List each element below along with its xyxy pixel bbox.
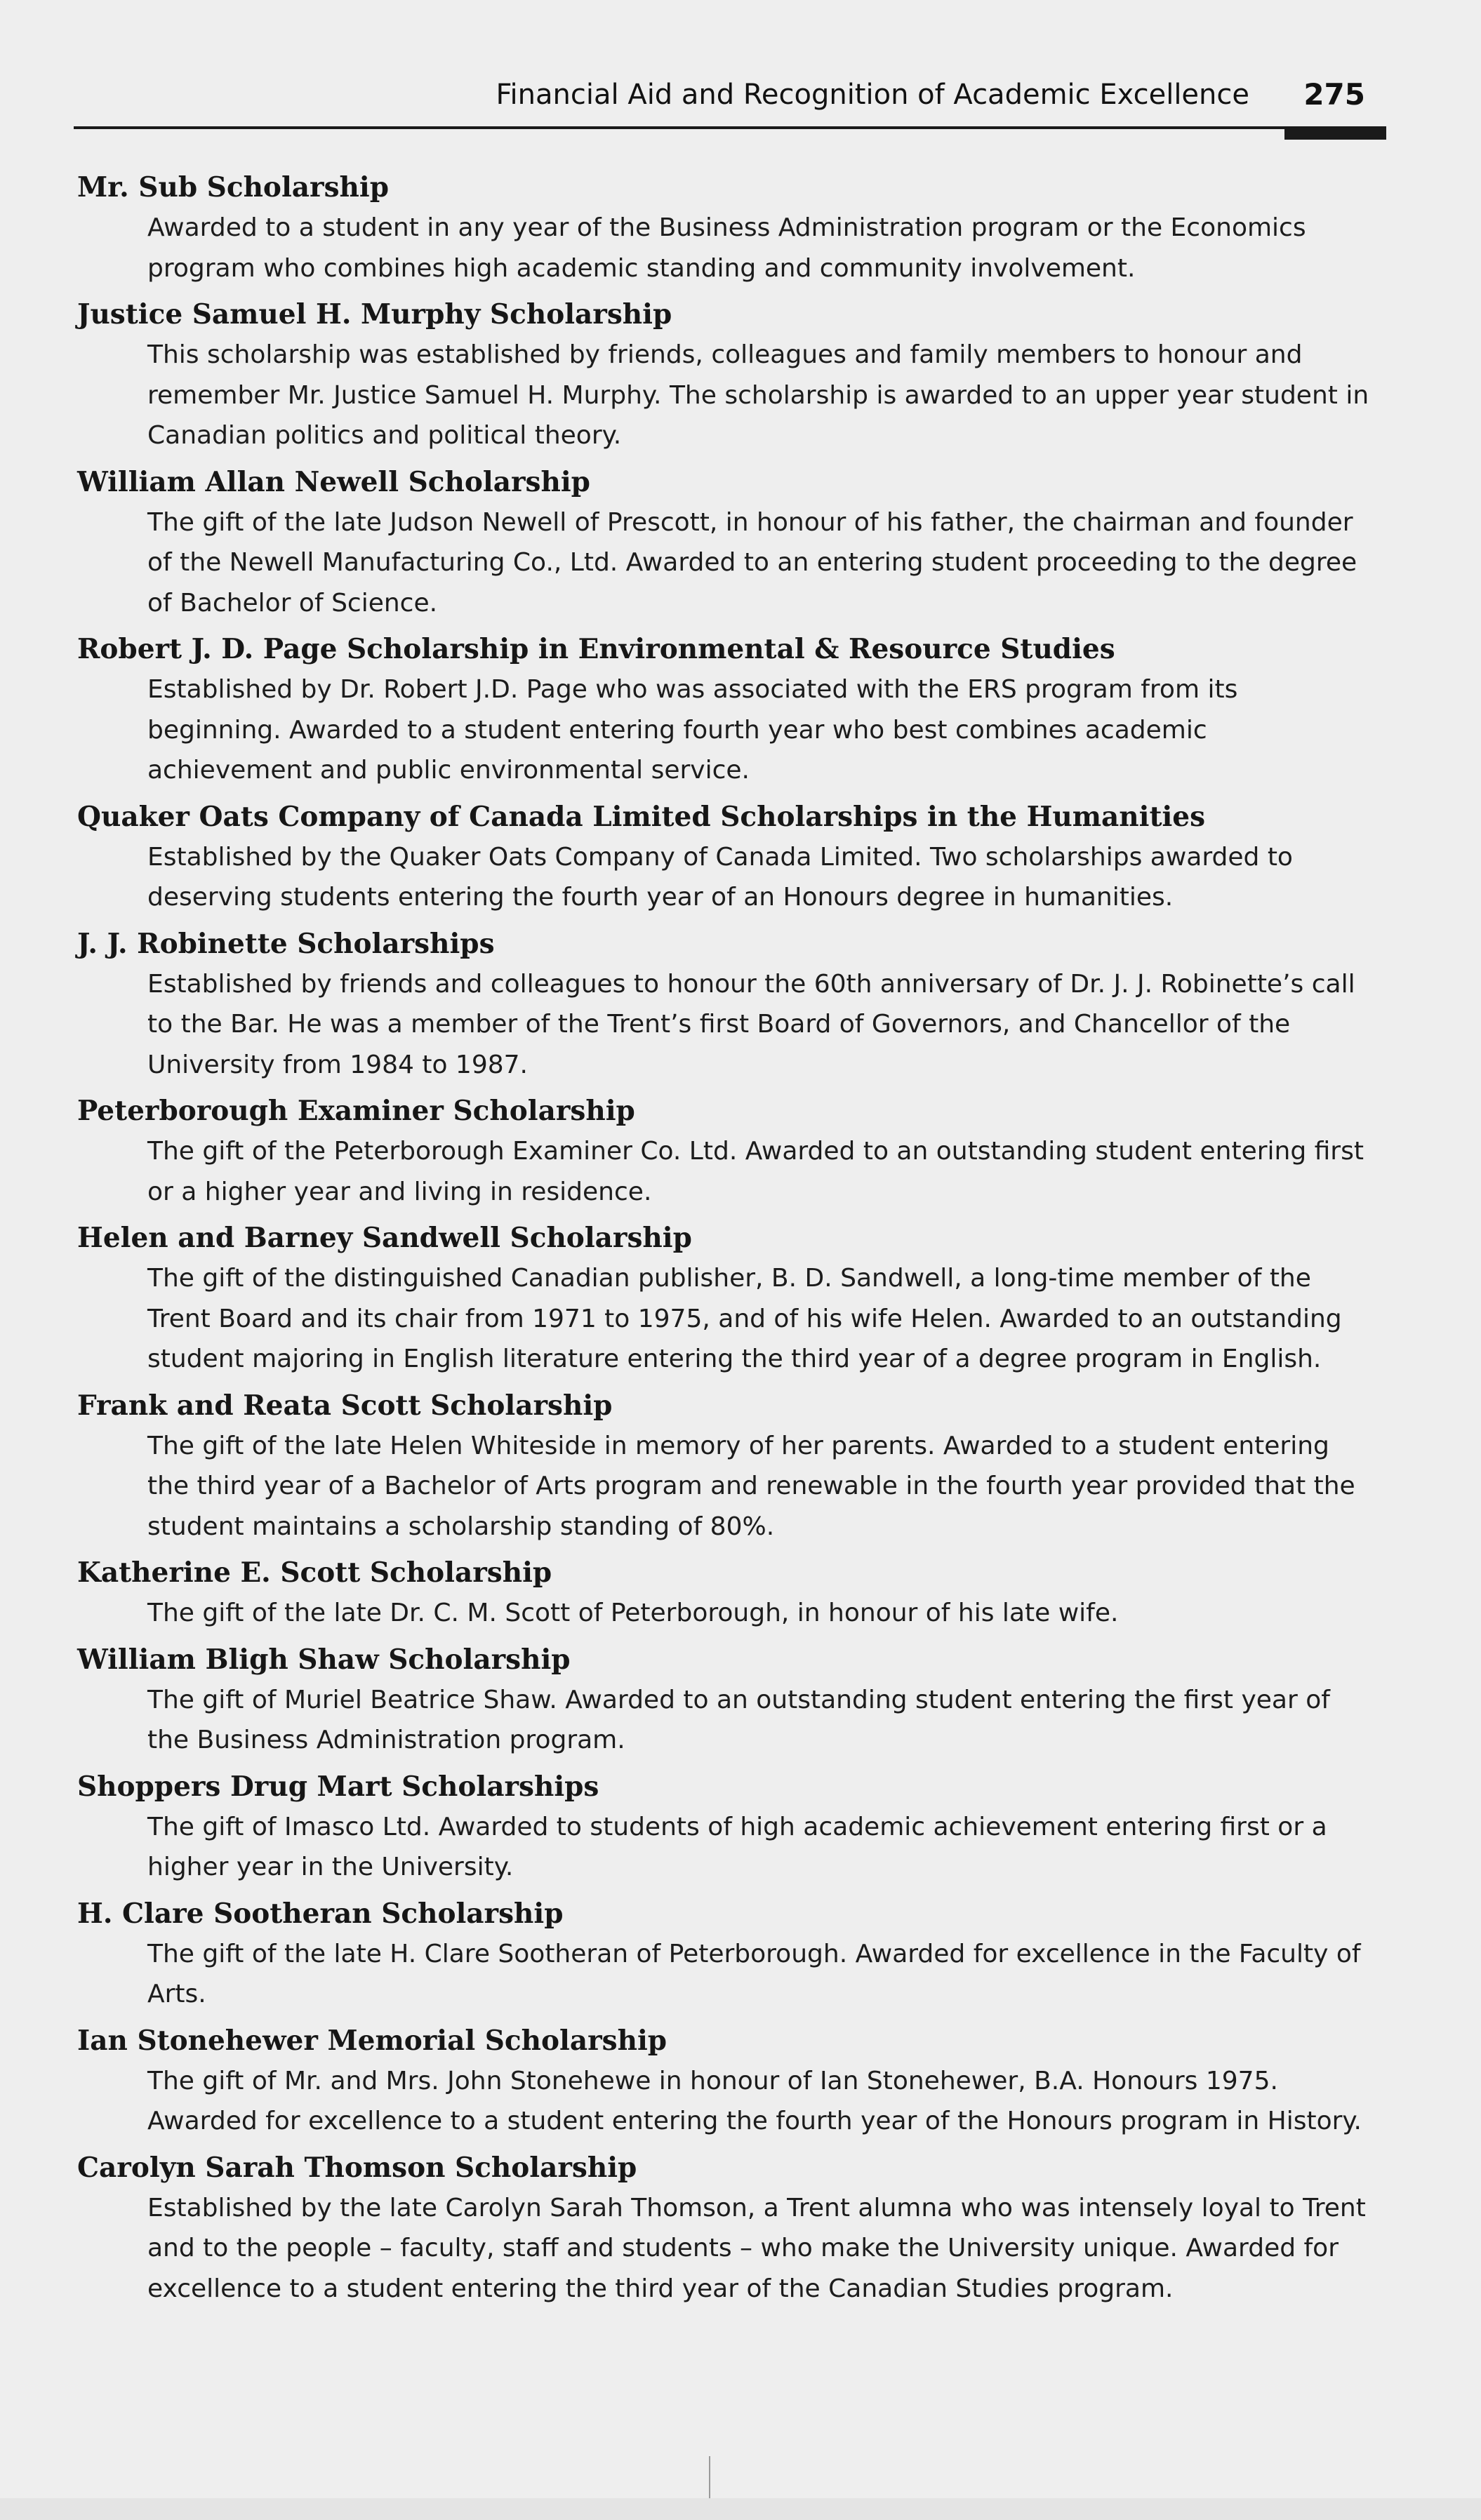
scholarship-title: J. J. Robinette Scholarships bbox=[77, 927, 495, 960]
scholarship-description: Awarded to a student in any year of the Business Administration program or the Economics program who combines high academic standing and community involvement. bbox=[147, 213, 1306, 283]
scholarship-description: The gift of the late H. Clare Sootheran of Peterborough. Awarded for excellence in the Faculty of Arts. bbox=[147, 1939, 1361, 2008]
scholarship-title: Carolyn Sarah Thomson Scholarship bbox=[77, 2151, 637, 2184]
scholarship-title: Robert J. D. Page Scholarship in Environmental & Resource Studies bbox=[77, 633, 1115, 665]
scholarship-title: William Allan Newell Scholarship bbox=[77, 465, 590, 498]
header-rule-accent bbox=[1284, 128, 1386, 140]
scholarship-entry bbox=[77, 629, 1390, 791]
scholarship-title: Quaker Oats Company of Canada Limited Scholarships in the Humanities bbox=[77, 800, 1206, 833]
scholarship-title: Justice Samuel H. Murphy Scholarship bbox=[77, 298, 672, 331]
scholarship-description: Established by the Quaker Oats Company of Canada Limited. Two scholarships awarded to deserving students entering the fourth year of an Honours degree in humanities. bbox=[147, 842, 1293, 912]
page-header bbox=[74, 70, 1386, 119]
scan-bottom-edge bbox=[0, 2498, 1481, 2520]
scholarship-title: William Bligh Shaw Scholarship bbox=[77, 1643, 571, 1676]
scholarship-title: Katherine E. Scott Scholarship bbox=[77, 1556, 552, 1589]
running-header-title: Financial Aid and Recognition of Academic Excellence bbox=[496, 79, 1249, 111]
scholarship-description: The gift of Muriel Beatrice Shaw. Awarded to an outstanding student entering the first year of the Business Administration program. bbox=[147, 1685, 1330, 1754]
scholarship-description: The gift of the distinguished Canadian publisher, B. D. Sandwell, a long-time member of the Trent Board and its chair from 1971 to 1975, and of his wife Helen. Awarded to an outstanding student majoring in English literature entering the third year of a degree program in English. bbox=[147, 1264, 1342, 1373]
scholarship-list bbox=[77, 167, 1390, 2314]
scholarship-description: This scholarship was established by friends, colleagues and family members to honour and remember Mr. Justice Samuel H. Murphy. The scholarship is awarded to an upper year student in Canadian politics and political theory. bbox=[147, 340, 1369, 450]
scholarship-entry bbox=[77, 796, 1390, 918]
scholarship-entry bbox=[77, 462, 1390, 624]
scholarship-title: Shoppers Drug Mart Scholarships bbox=[77, 1770, 599, 1803]
scholarship-entry bbox=[77, 294, 1390, 456]
scholarship-description: Established by the late Carolyn Sarah Thomson, a Trent alumna who was intensely loyal to Trent and to the people – faculty, staff and students – who make the University unique. Awarded for excellence to a student entering the third year of the Canadian Studies program. bbox=[147, 2193, 1366, 2303]
scholarship-description: The gift of Mr. and Mrs. John Stonehewe in honour of Ian Stonehewer, B.A. Honours 1975. Awarded for excellence to a student entering the fourth year of the Honours program in History. bbox=[147, 2066, 1362, 2135]
scholarship-entry bbox=[77, 167, 1390, 288]
scholarship-title: Helen and Barney Sandwell Scholarship bbox=[77, 1222, 692, 1254]
scholarship-title: H. Clare Sootheran Scholarship bbox=[77, 1897, 564, 1930]
scholarship-entry bbox=[77, 2147, 1390, 2309]
scholarship-entry bbox=[77, 924, 1390, 1086]
scholarship-entry bbox=[77, 1218, 1390, 1380]
scholarship-description: The gift of Imasco Ltd. Awarded to students of high academic achievement entering first or a higher year in the University. bbox=[147, 1812, 1327, 1881]
scholarship-description: Established by friends and colleagues to honour the 60th anniversary of Dr. J. J. Robinette’s call to the Bar. He was a member of the Trent’s first Board of Governors, and Chancellor of the University from 1984 to 1987. bbox=[147, 969, 1355, 1079]
scholarship-entry bbox=[77, 1091, 1390, 1212]
scholarship-entry bbox=[77, 1385, 1390, 1547]
scholarship-description: Established by Dr. Robert J.D. Page who was associated with the ERS program from its beginning. Awarded to a student entering fourth year who best combines academic achievement and public environmental service. bbox=[147, 675, 1238, 785]
scholarship-entry bbox=[77, 1639, 1390, 1761]
scholarship-title: Frank and Reata Scott Scholarship bbox=[77, 1389, 613, 1422]
header-rule bbox=[74, 126, 1386, 129]
scholarship-title: Mr. Sub Scholarship bbox=[77, 171, 389, 204]
scholarship-entry bbox=[77, 1766, 1390, 1888]
scholarship-description: The gift of the Peterborough Examiner Co. Ltd. Awarded to an outstanding student entering first or a higher year and living in residence. bbox=[147, 1137, 1364, 1206]
scholarship-entry bbox=[77, 1552, 1390, 1634]
scholarship-title: Peterborough Examiner Scholarship bbox=[77, 1095, 635, 1127]
scholarship-entry bbox=[77, 1893, 1390, 2015]
scholarship-title: Ian Stonehewer Memorial Scholarship bbox=[77, 2024, 668, 2057]
scholarship-entry bbox=[77, 2020, 1390, 2142]
scholarship-description: The gift of the late Dr. C. M. Scott of Peterborough, in honour of his late wife. bbox=[147, 1599, 1119, 1627]
scholarship-description: The gift of the late Judson Newell of Prescott, in honour of his father, the chairman and founder of the Newell Manufacturing Co., Ltd. Awarded to an entering student proceeding to the degree of Bachelor of Science. bbox=[147, 507, 1357, 618]
page-number: 275 bbox=[1303, 77, 1365, 112]
scholarship-description: The gift of the late Helen Whiteside in memory of her parents. Awarded to a student entering the third year of a Bachelor of Arts program and renewable in the fourth year provided that the student maintains a scholarship standing of 80%. bbox=[147, 1431, 1355, 1541]
